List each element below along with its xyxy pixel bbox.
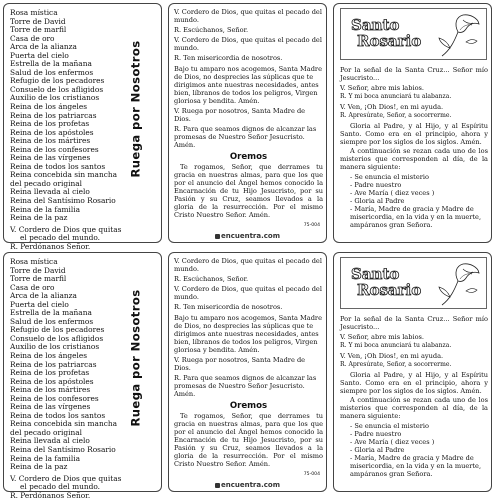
versicle: V. Ven, ¡Oh Dios!, en mi ayuda. <box>340 351 444 360</box>
brand-logo-icon <box>215 483 220 488</box>
versicle: V. Cordero de Dios, que quitas el pecado del mundo. <box>174 284 322 301</box>
response: R. Escúchanos, Señor. <box>174 274 249 283</box>
list-item: - María, Madre de gracia y Madre de misericordia, en la vida y en la muerte, ampáranos gran Señora. <box>350 454 488 478</box>
list-item: Reina de los ángeles <box>10 351 88 361</box>
brand-name: encuentra.com <box>220 481 281 489</box>
title-box <box>340 257 487 309</box>
brand-footer <box>169 481 326 489</box>
lily-flower-icon <box>436 12 482 58</box>
bajo-tu-amparo-prayer: Bajo tu amparo nos acogemos, Santa Madre de Dios, no desprecies las súplicas que te dirigimos ante nuestras necesidades, antes bien, líbranos de todos los peligros, Virgen gloriosa y bendita. Amén. <box>174 65 322 106</box>
rosary-intro <box>340 66 488 229</box>
oremos-prayer: Te rogamos, Señor, que derrames tu gracia en nuestras almas, para que los que por el anuncio del Ángel hemos conocido la Encarnación de tu Hijo Jesucristo, por su Pasión y su Cruz, seamos llevados a la gloria de la resurrección. Por el mismo Cristo Nuestro Señor. Amén. <box>174 412 323 468</box>
list-item: Auxilio de los cristianos <box>10 93 100 103</box>
response: R. Ten misericordia de nosotros. <box>174 53 283 62</box>
steps-list <box>340 173 488 229</box>
list-item: del pecado original <box>10 427 82 437</box>
oremos-heading: Oremos <box>229 400 268 411</box>
list-item: Arca de la alianza <box>10 291 77 301</box>
list-item: Reina del Santísimo Rosario <box>10 196 116 206</box>
prayers-card <box>168 3 327 243</box>
lily-flower-icon <box>436 261 482 307</box>
title-box <box>340 8 487 60</box>
list-item: - Se enuncia el misterio <box>350 422 488 430</box>
versicle: V. Ven, ¡Oh Dios!, en mi ayuda. <box>340 102 444 111</box>
list-item: Reina de los profetas <box>10 368 90 378</box>
list-item: Reina de la familia <box>10 204 81 214</box>
list-item: Reina de los confesores <box>10 144 99 154</box>
versicle: V. Ruega por nosotros, Santa Madre de Dios. <box>174 355 306 372</box>
list-item: Reina de todos los santos <box>10 161 106 171</box>
versicle-line: el pecado del mundo. <box>20 233 101 243</box>
versicle-line: V. Cordero de Dios que quitas <box>10 224 122 234</box>
rosary-title <box>351 266 441 298</box>
title-line: Santo <box>351 16 400 34</box>
brand-footer <box>169 232 326 240</box>
list-item: Reina de los profetas <box>10 119 90 129</box>
versicle: V. Señor, abre mis labios. <box>340 83 425 92</box>
list-item: - Gloria al Padre <box>350 446 488 454</box>
response: R. Apresúrate, Señor, a socorrerme. <box>340 112 452 119</box>
list-item: Rosa mística <box>10 257 58 266</box>
list-item: Reina del Santísimo Rosario <box>10 445 116 455</box>
versicle: V. Ruega por nosotros, Santa Madre de Dios. <box>174 106 306 123</box>
intro-line: Por la señal de la Santa Cruz... Señor mío Jesucristo... <box>340 66 488 82</box>
list-item: Estrella de la mañana <box>10 308 92 318</box>
versicle: V. Cordero de Dios, que quitas el pecado del mundo. <box>174 257 322 273</box>
list-item: Consuelo de los afligidos <box>10 84 104 94</box>
list-item: Reina concebida sin mancha <box>10 419 118 429</box>
list-item: Casa de oro <box>10 33 55 43</box>
response: R. Escúchanos, Señor. <box>174 25 249 34</box>
list-item: Reina de los ángeles <box>10 102 88 112</box>
prayers-text <box>174 258 323 471</box>
list-item: - Padre nuestro <box>350 430 488 438</box>
continuation-text: A continuación se rezan cada uno de los misterios que corresponden al día, de la manera siguiente: <box>340 396 488 420</box>
gloria-prayer: Gloria al Padre, y al Hijo, y al Espíritu Santo. Como era en el principio, ahora y siempre por los siglos de los siglos. Amén. <box>340 370 488 395</box>
list-item: Puerta del cielo <box>10 299 69 309</box>
response: R. Ten misericordia de nosotros. <box>174 302 283 311</box>
list-item: Reina llevada al cielo <box>10 187 90 197</box>
product-code: 75-004 <box>303 472 320 477</box>
versicle-line: el pecado del mundo. <box>20 482 101 492</box>
list-item: Salud de los enfermos <box>10 67 94 77</box>
litany-card <box>3 3 162 251</box>
list-item: Reina de las vírgenes <box>10 153 91 163</box>
list-item: Auxilio de los cristianos <box>10 342 100 352</box>
list-item: Reina de la familia <box>10 453 81 463</box>
list-item: Torre de David <box>10 265 66 275</box>
vertical-heading <box>111 16 160 202</box>
response: R. Apresúrate, Señor, a socorrerme. <box>340 361 452 368</box>
response: R. Y mi boca anunciará tu alabanza. <box>340 93 452 100</box>
list-item: Rosa mística <box>10 8 58 17</box>
versicle: V. Cordero de Dios, que quitas el pecado del mundo. <box>174 35 322 52</box>
brand-name: encuentra.com <box>220 232 281 240</box>
oremos-heading: Oremos <box>229 151 268 162</box>
list-item: Reina de los patriarcas <box>10 110 97 120</box>
list-item: Estrella de la mañana <box>10 59 92 69</box>
list-item: Reina de las vírgenes <box>10 402 91 412</box>
rosary-card <box>333 3 492 243</box>
versicle: V. Señor, abre mis labios. <box>340 332 425 341</box>
prayers-text <box>174 9 323 222</box>
list-item: Reina de la paz <box>10 462 68 472</box>
list-item: Refugio de los pecadores <box>10 325 105 335</box>
list-item: - Padre nuestro <box>350 181 488 189</box>
list-item: del pecado original <box>10 178 82 188</box>
list-item: Reina de la paz <box>10 213 68 223</box>
list-item: - Gloria al Padre <box>350 197 488 205</box>
response: R. Para que seamos dignos de alcanzar las promesas de Nuestro Señor Jesucristo. Amén. <box>174 373 317 398</box>
intro-line: Por la señal de la Santa Cruz... Señor mío Jesucristo... <box>340 315 488 331</box>
list-item: Reina de los mártires <box>10 385 91 395</box>
versicle: V. Cordero de Dios, que quitas el pecado del mundo. <box>174 8 322 24</box>
list-item: Torre de marfil <box>10 274 67 284</box>
list-item: - Ave María ( diez veces ) <box>350 438 488 446</box>
list-item: Consuelo de los afligidos <box>10 333 104 343</box>
list-item: Reina de los apóstoles <box>10 376 94 386</box>
product-code: 75-004 <box>303 223 320 228</box>
bajo-tu-amparo-prayer: Bajo tu amparo nos acogemos, Santa Madre de Dios, no desprecies las súplicas que te dirigimos ante nuestras necesidades, antes bien, líbranos de todos los peligros, Virgen gloriosa y bendita. Amén. <box>174 314 322 355</box>
list-item: Torre de David <box>10 16 66 26</box>
gloria-prayer: Gloria al Padre, y al Hijo, y al Espíritu Santo. Como era en el principio, ahora y siempre por los siglos de los siglos. Amén. <box>340 121 488 146</box>
response: R. Y mi boca anunciará tu alabanza. <box>340 342 452 349</box>
list-item: - María, Madre de gracia y Madre de misericordia, en la vida y en la muerte, ampáranos gran Señora. <box>350 205 488 229</box>
list-item: - Se enuncia el misterio <box>350 173 488 181</box>
oremos-prayer: Te rogamos, Señor, que derrames tu gracia en nuestras almas, para que los que por el anuncio del Ángel hemos conocido la Encarnación de tu Hijo Jesucristo, por su Pasión y su Cruz, seamos llevados a la gloria de la resurrección. Por el mismo Cristo Nuestro Señor. Amén. <box>174 163 323 219</box>
list-item: Arca de la alianza <box>10 42 77 52</box>
list-item: Reina de los confesores <box>10 393 99 403</box>
title-line: Santo <box>351 265 400 283</box>
vertical-heading <box>111 265 160 451</box>
ruega-title: Ruega por Nosotros <box>128 289 143 427</box>
list-item: Reina de todos los santos <box>10 410 106 420</box>
rosary-title <box>351 17 441 49</box>
steps-list <box>340 422 488 478</box>
rosary-card <box>333 252 492 492</box>
response: R. Para que seamos dignos de alcanzar las promesas de Nuestro Señor Jesucristo. Amén. <box>174 124 317 149</box>
list-item: Reina de los patriarcas <box>10 359 97 369</box>
list-item: Torre de marfil <box>10 25 67 35</box>
continuation-text: A continuación se rezan cada uno de los misterios que corresponden al día, de la manera siguiente: <box>340 147 488 171</box>
rosary-intro <box>340 315 488 478</box>
list-item: Salud de los enfermos <box>10 316 94 326</box>
list-item: - Ave María ( diez veces ) <box>350 189 488 197</box>
versicle-line: V. Cordero de Dios que quitas <box>10 473 122 483</box>
litany-card <box>3 252 162 500</box>
response-line: R. Perdónanos Señor. <box>10 241 91 251</box>
list-item: Refugio de los pecadores <box>10 76 105 86</box>
title-line: Rosario <box>357 32 422 50</box>
list-item: Reina concebida sin mancha <box>10 170 118 180</box>
response-line: R. Perdónanos Señor. <box>10 490 91 500</box>
list-item: Casa de oro <box>10 282 55 292</box>
list-item: Puerta del cielo <box>10 50 69 60</box>
list-item: Reina llevada al cielo <box>10 436 90 446</box>
prayers-card <box>168 252 327 492</box>
brand-logo-icon <box>215 234 220 239</box>
list-item: Reina de los mártires <box>10 136 91 146</box>
list-item: Reina de los apóstoles <box>10 127 94 137</box>
ruega-title: Ruega por Nosotros <box>128 40 143 178</box>
title-line: Rosario <box>357 281 422 299</box>
